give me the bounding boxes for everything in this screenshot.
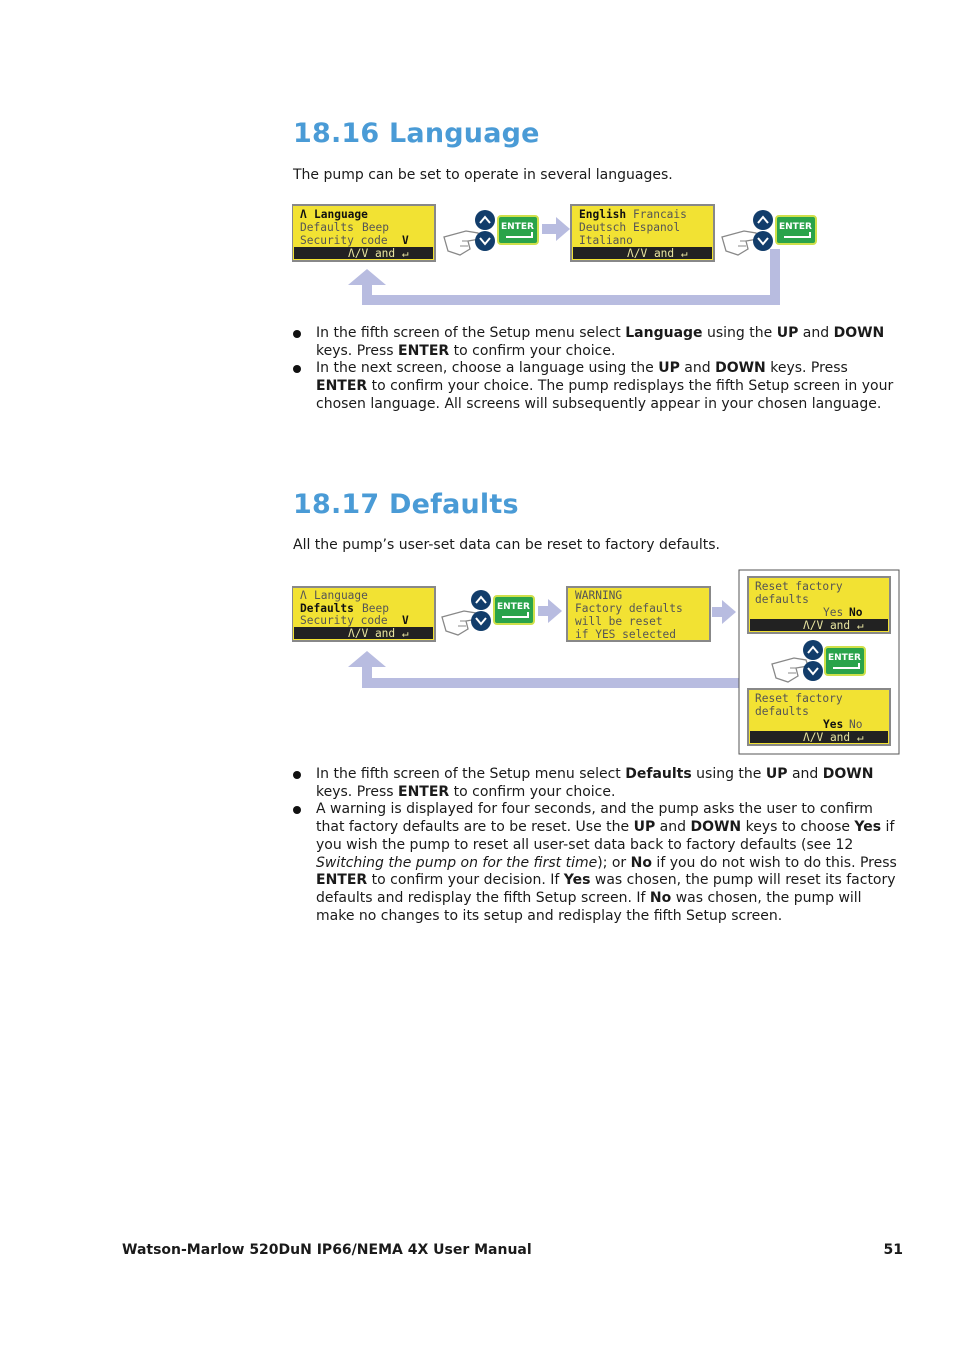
key-term: ENTER xyxy=(398,342,450,359)
defaults-figure xyxy=(292,569,902,755)
lcd-line: Espanol xyxy=(633,221,681,234)
key-term: Yes xyxy=(563,872,591,889)
lcd-line: Beep xyxy=(362,221,389,234)
manual-title: Watson-Marlow 520DuN IP66/NEMA 4X User Manual xyxy=(122,1242,532,1258)
step-text xyxy=(316,766,873,800)
step-text xyxy=(316,325,884,359)
up-key-icon xyxy=(471,590,491,610)
defaults-steps-list xyxy=(293,766,903,925)
text-run: using the xyxy=(691,766,766,782)
key-term: Yes xyxy=(854,819,882,836)
hand-pointer-icon xyxy=(444,231,480,255)
language-figure xyxy=(292,203,822,307)
text-run: ); or xyxy=(597,854,631,871)
svg-text:ENTER: ENTER xyxy=(828,653,861,663)
lcd-line: defaults xyxy=(755,705,809,718)
list-item xyxy=(293,801,903,925)
text-run: and xyxy=(655,819,691,836)
text-run: In the fifth screen of the Setup menu select xyxy=(316,766,626,782)
lcd-line: Factory defaults xyxy=(575,602,683,615)
text-run: keys. Press xyxy=(316,342,398,359)
lcd-line: Reset factory xyxy=(755,580,843,593)
lcd-footer: Λ/V and ↵ xyxy=(803,731,864,744)
lcd-line: Deutsch xyxy=(579,221,627,234)
return-arrow xyxy=(348,651,740,688)
enter-key-icon xyxy=(776,216,816,244)
lcd-line: Security code xyxy=(300,234,388,247)
key-term: UP xyxy=(776,325,799,341)
key-term: Defaults xyxy=(625,766,692,782)
text-run: and xyxy=(679,360,716,377)
key-term: DOWN xyxy=(822,766,874,782)
lcd-line: Francais xyxy=(633,208,687,221)
enter-key-icon xyxy=(494,596,534,624)
lcd-option-yes: Yes xyxy=(823,606,844,619)
list-item xyxy=(293,360,903,413)
key-term: No xyxy=(630,854,652,871)
key-term: ENTER xyxy=(316,872,368,889)
lcd-down-arrow: V xyxy=(402,234,409,247)
enter-key-icon xyxy=(498,216,538,244)
section-title-language: 18.16 Language xyxy=(293,118,540,149)
lcd-screen-setup xyxy=(292,587,435,641)
language-intro: The pump can be set to operate in several languages. xyxy=(293,167,673,183)
lcd-footer: Λ/V and ↵ xyxy=(348,627,409,640)
text-run: In the next screen, choose a language using the xyxy=(316,360,659,377)
svg-text:ENTER: ENTER xyxy=(779,222,812,232)
lcd-screen-setup xyxy=(292,205,435,261)
lcd-screen-language-select xyxy=(571,205,714,261)
key-term: No xyxy=(649,889,672,906)
text-run: A warning is displayed for four seconds, and the pump asks the user to confirm that factory defaults are to be reset. Use the xyxy=(316,801,873,836)
lcd-line: defaults xyxy=(755,593,809,606)
text-run: keys. Press xyxy=(316,783,398,800)
text-run: was chosen, the pump will reset its factory defaults and redisplay the fifth Setup screen. If xyxy=(316,872,896,906)
lcd-footer: Λ/V and ↵ xyxy=(803,619,864,632)
lcd-option-no: No xyxy=(849,606,863,619)
page-number: 51 xyxy=(883,1242,903,1258)
lcd-footer: Λ/V and ↵ xyxy=(348,247,409,260)
lcd-screen-reset-yes xyxy=(748,577,890,633)
lcd-line: if YES selected xyxy=(575,628,677,641)
text-run: if you wish the pump to reset all user-set data back to factory defaults (see 12 xyxy=(316,819,895,853)
text-run: to confirm your choice. The pump redisplays the fifth Setup screen in your chosen language. All screens will subsequently appear in your chosen language. xyxy=(316,378,894,412)
down-key-icon xyxy=(803,661,823,681)
text-run: was chosen, the pump will make no changes to its setup and redisplay the fifth Setup screen. xyxy=(316,889,862,924)
lcd-line: Defaults xyxy=(300,602,354,615)
text-run: using the xyxy=(702,325,777,341)
text-run: and xyxy=(798,325,834,341)
lcd-line: Security code xyxy=(300,614,388,627)
key-term: UP xyxy=(633,819,656,836)
lcd-screen-warning xyxy=(567,587,710,641)
lcd-line: English xyxy=(579,208,627,221)
section-title-defaults: 18.17 Defaults xyxy=(293,489,519,520)
up-key-icon xyxy=(753,210,773,230)
key-term: UP xyxy=(658,360,680,377)
hand-pointer-icon xyxy=(722,231,758,255)
lcd-down-arrow: V xyxy=(402,614,409,627)
cross-reference: Switching the pump on for the first time xyxy=(316,854,598,871)
lcd-up-arrow: Λ xyxy=(300,589,307,602)
list-item xyxy=(293,325,903,360)
lcd-line: Reset factory xyxy=(755,692,843,705)
key-term: UP xyxy=(765,766,788,782)
lcd-line: WARNING xyxy=(575,589,623,602)
key-term: ENTER xyxy=(316,378,368,395)
up-key-icon xyxy=(803,640,823,660)
key-term: ENTER xyxy=(398,783,450,800)
lcd-option-yes: Yes xyxy=(823,718,844,731)
language-steps-list xyxy=(293,325,903,414)
key-term: DOWN xyxy=(715,360,766,377)
list-item xyxy=(293,766,903,801)
step-text xyxy=(316,360,893,411)
text-run: to confirm your decision. If xyxy=(367,872,564,889)
flow-arrow-icon xyxy=(712,600,736,624)
flow-arrow-icon xyxy=(542,217,570,241)
step-text xyxy=(316,801,897,923)
down-key-icon xyxy=(475,231,495,251)
text-run: keys to choose xyxy=(741,819,855,836)
key-term: Language xyxy=(625,325,703,341)
text-run: if you do not wish to do this. Press xyxy=(651,854,897,871)
lcd-line: Beep xyxy=(362,602,389,615)
up-key-icon xyxy=(475,210,495,230)
lcd-screen-reset-no xyxy=(748,689,890,745)
down-key-icon xyxy=(753,231,773,251)
text-run: to confirm your choice. xyxy=(449,783,616,800)
lcd-line: Language xyxy=(314,208,368,221)
lcd-line: Defaults xyxy=(300,221,354,234)
key-term: DOWN xyxy=(690,819,742,836)
lcd-line: will be reset xyxy=(575,615,663,628)
svg-text:ENTER: ENTER xyxy=(501,222,534,232)
lcd-footer: Λ/V and ↵ xyxy=(627,247,688,260)
enter-key-icon xyxy=(825,647,865,675)
lcd-up-arrow: Λ xyxy=(300,208,307,221)
lcd-line: Language xyxy=(314,589,368,602)
text-run: keys. Press xyxy=(765,360,848,377)
svg-text:ENTER: ENTER xyxy=(497,602,530,612)
flow-arrow-icon xyxy=(538,599,562,623)
defaults-intro: All the pump’s user-set data can be reset to factory defaults. xyxy=(293,537,720,553)
lcd-option-no: No xyxy=(849,718,863,731)
down-key-icon xyxy=(471,611,491,631)
key-term: DOWN xyxy=(833,325,885,341)
lcd-line: Italiano xyxy=(579,234,633,247)
text-run: and xyxy=(787,766,823,782)
text-run: In the fifth screen of the Setup menu select xyxy=(316,325,626,341)
text-run: to confirm your choice. xyxy=(449,342,616,359)
